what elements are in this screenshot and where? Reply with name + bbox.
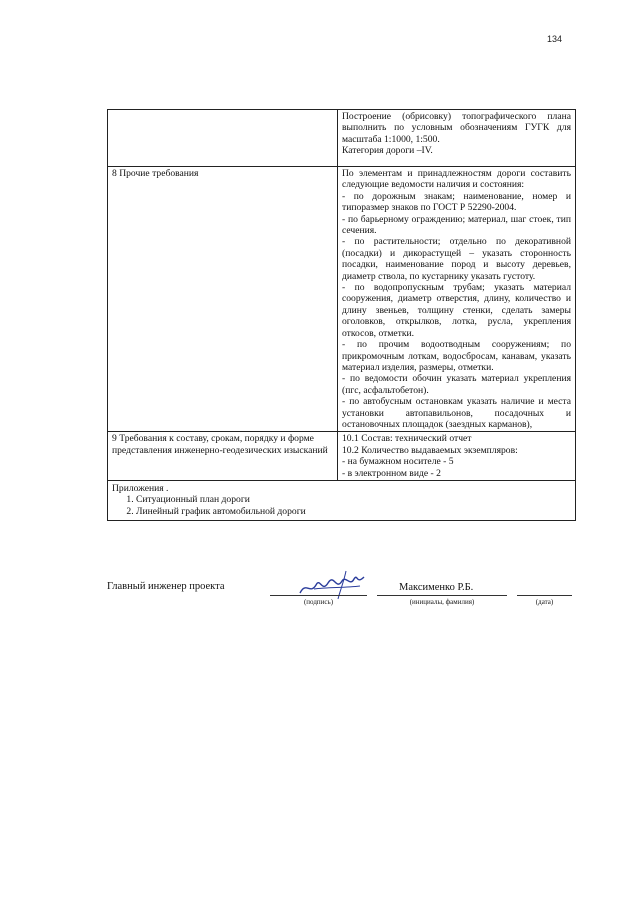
attachments-title: Приложения .	[112, 482, 169, 494]
row-label-cell	[108, 167, 338, 432]
paragraph: - по дорожным знакам; наименование, номер и типоразмер знаков по ГОСТ Р 52290-2004.	[342, 190, 571, 214]
paragraph: 10.1 Состав: технический отчет	[342, 433, 472, 445]
row-label-cell	[108, 432, 338, 481]
row-content-cell	[338, 167, 576, 432]
signature-caption: (подпись)	[303, 598, 334, 606]
paragraph: Категория дороги –IV.	[342, 145, 433, 157]
paragraph: 10.2 Количество выдаваемых экземпляров:	[342, 444, 518, 456]
signer-role: Главный инженер проекта	[107, 581, 225, 592]
paragraph: - по барьерному ограждению; материал, шаг стоек, тип сечения.	[342, 213, 571, 237]
row-content-cell	[338, 432, 576, 481]
list-item: 2. Линейный график автомобильной дороги	[136, 506, 571, 517]
paragraph: - по растительности; отдельно по декоративной (посадки) и дикорастущей – указать сторонность посадки, наименование пород и высоту деревьев, диаметр ствола, по кустарнику указать густоту.	[342, 236, 571, 282]
row-label-cell	[108, 110, 338, 167]
signature-line	[270, 595, 367, 596]
table-row	[108, 110, 576, 167]
paragraph: По элементам и принадлежностям дороги составить следующие ведомости наличия и состояния:	[342, 168, 571, 191]
signature-block	[107, 577, 577, 617]
paragraph: Построение (обрисовку) топографического плана выполнить по условным обозначениям ГУГК для масштаба 1:1000, 1:500.	[342, 111, 571, 145]
signer-name: Максименко Р.Б.	[399, 582, 474, 593]
table-row	[108, 167, 576, 432]
section-8-label: 8 Прочие требования	[112, 168, 199, 179]
paragraph: - по ведомости обочин указать материал укрепления (пгс, асфальтобетон).	[342, 373, 571, 396]
paragraph: - по водопропускным трубам; указать материал сооружения, диаметр отверстия, длину, количество и длину звеньев, толщину стенки, сделать замеры оголовков, открылков, лотка, русла, укрепления откосов, отметки.	[342, 282, 571, 339]
date-line	[517, 595, 572, 596]
date-caption: (дата)	[535, 598, 554, 606]
paragraph: - в электронном виде - 2	[342, 467, 441, 479]
paragraph: - по прочим водоотводным сооружениям; по прикромочным лоткам, водосбросам, канавам, указать материал изделия, размеры, отметки.	[342, 339, 571, 373]
list-item: 1. Ситуационный план дороги	[136, 494, 571, 505]
page-number: 134	[546, 34, 562, 44]
name-caption: (инициалы, фамилия)	[409, 598, 475, 606]
attachments-cell	[108, 480, 576, 520]
attachments-list	[112, 494, 571, 517]
row-content-cell	[338, 110, 576, 167]
requirements-table	[107, 109, 576, 521]
attachments-row	[108, 480, 576, 520]
paragraph: - по автобусным остановкам указать наличие и места установки автопавильонов, посадочных и остановочных площадок (заездных карманов),	[342, 396, 571, 430]
paragraph: - на бумажном носителе - 5	[342, 456, 454, 468]
name-line	[377, 595, 507, 596]
section-9-label: 9 Требования к составу, срокам, порядку и форме представления инженерно-геодезических изысканий	[112, 433, 328, 456]
table-row	[108, 432, 576, 481]
